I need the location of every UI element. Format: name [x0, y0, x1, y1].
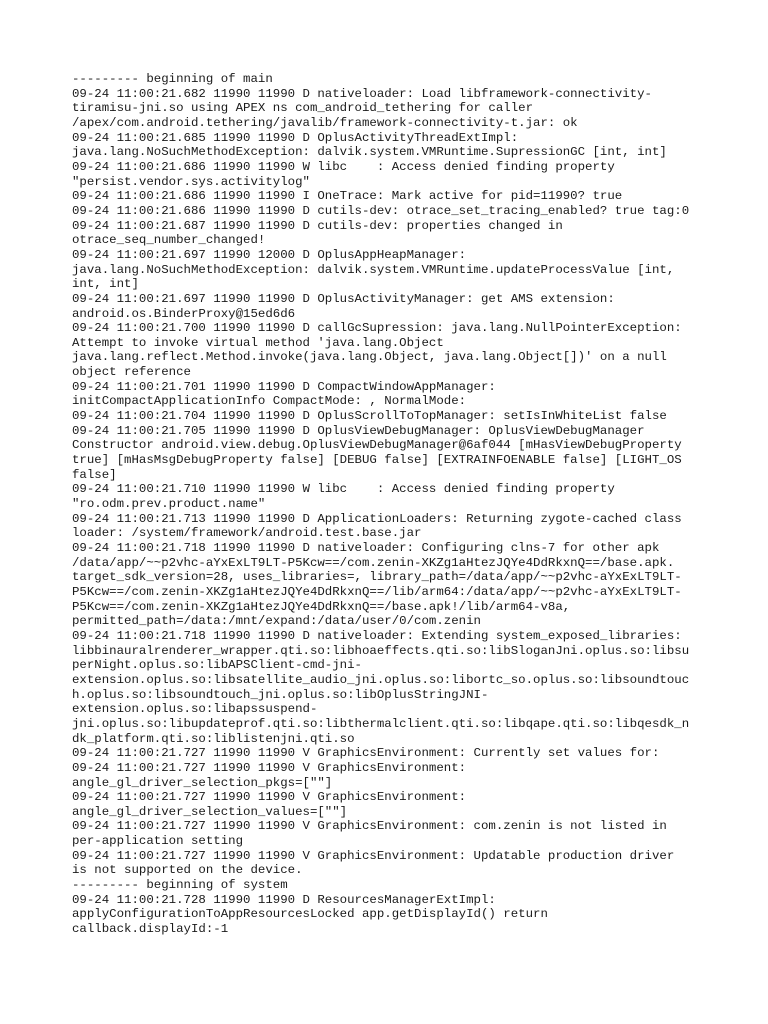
log-line: Constructor android.view.debug.OplusViewDebugManager@6af044 [mHasViewDebugProperty: [72, 438, 682, 453]
log-line: 09-24 11:00:21.718 11990 11990 D nativeloader: Extending system_exposed_libraries:: [72, 628, 682, 643]
log-line: "ro.odm.prev.product.name": [72, 497, 266, 512]
log-line: angle_gl_driver_selection_pkgs=[""]: [72, 775, 333, 790]
log-line: /data/app/~~p2vhc-aYxExLT9LT-P5Kcw==/com.zenin-XKZg1aHtezJQYe4DdRkxnQ==/base.apk.: [72, 555, 675, 570]
log-line: 09-24 11:00:21.710 11990 11990 W libc : Access denied finding property: [72, 482, 615, 497]
log-line: h.oplus.so:libsoundtouch_jni.oplus.so:libOplusStringJNI-: [72, 687, 489, 702]
log-line: /apex/com.android.tethering/javalib/framework-connectivity-t.jar: ok: [72, 115, 578, 130]
log-line: 09-24 11:00:21.727 11990 11990 V GraphicsEnvironment: Currently set values for:: [72, 746, 660, 761]
log-line: true] [mHasMsgDebugProperty false] [DEBUG false] [EXTRAINFOENABLE false] [LIGHT_OS: [72, 453, 682, 468]
log-line: 09-24 11:00:21.697 11990 12000 D OplusAppHeapManager:: [72, 247, 467, 262]
log-line: 09-24 11:00:21.727 11990 11990 V GraphicsEnvironment:: [72, 760, 467, 775]
log-line: target_sdk_version=28, uses_libraries=, library_path=/data/app/~~p2vhc-aYxExLT9LT-: [72, 570, 682, 585]
log-line: "persist.vendor.sys.activitylog": [72, 174, 310, 189]
log-line: 09-24 11:00:21.700 11990 11990 D callGcSupression: java.lang.NullPointerException:: [72, 321, 682, 336]
log-line: 09-24 11:00:21.705 11990 11990 D OplusViewDebugManager: OplusViewDebugManager: [72, 423, 645, 438]
log-line: java.lang.NoSuchMethodException: dalvik.system.VMRuntime.updateProcessValue [int,: [72, 262, 675, 277]
log-line: java.lang.NoSuchMethodException: dalvik.system.VMRuntime.SupressionGC [int, int]: [72, 145, 667, 160]
log-line: 09-24 11:00:21.687 11990 11990 D cutils-dev: properties changed in: [72, 218, 563, 233]
log-line: P5Kcw==/com.zenin-XKZg1aHtezJQYe4DdRkxnQ==/base.apk!/lib/arm64-v8a,: [72, 599, 571, 614]
log-line: 09-24 11:00:21.727 11990 11990 V GraphicsEnvironment: Updatable production driver: [72, 848, 675, 863]
log-line: perNight.oplus.so:libAPSClient-cmd-jni-: [72, 658, 362, 673]
log-line: tiramisu-jni.so using APEX ns com_android_tethering for caller: [72, 101, 534, 116]
log-line: 09-24 11:00:21.704 11990 11990 D OplusScrollToTopManager: setIsInWhiteList false: [72, 409, 667, 424]
log-line: 09-24 11:00:21.718 11990 11990 D nativeloader: Configuring clns-7 for other apk: [72, 541, 660, 555]
log-line: object reference: [72, 365, 191, 380]
log-line: permitted_path=/data:/mnt/expand:/data/user/0/com.zenin: [72, 614, 481, 629]
log-line: extension.oplus.so:libapssuspend-: [72, 702, 318, 717]
log-document: [72, 72, 702, 937]
log-line: jni.oplus.so:libupdateprof.qti.so:libthermalclient.qti.so:libqape.qti.so:libqesdk_n: [72, 716, 690, 731]
log-line: initCompactApplicationInfo CompactMode: , NormalMode:: [72, 394, 467, 409]
log-line: otrace_seq_number_changed!: [72, 233, 266, 248]
log-line: int, int]: [72, 277, 139, 292]
log-line: false]: [72, 467, 117, 482]
log-line: 09-24 11:00:21.685 11990 11990 D OplusActivityThreadExtImpl:: [72, 130, 519, 145]
log-line: loader: /system/framework/android.test.base.jar: [72, 526, 422, 541]
log-line: 09-24 11:00:21.697 11990 11990 D OplusActivityManager: get AMS extension:: [72, 291, 615, 306]
log-line: P5Kcw==/com.zenin-XKZg1aHtezJQYe4DdRkxnQ==/lib/arm64:/data/app/~~p2vhc-aYxExLT9LT-: [72, 584, 682, 599]
log-line: per-application setting: [72, 834, 244, 849]
log-line: Attempt to invoke virtual method 'java.lang.Object: [72, 335, 444, 350]
log-line: --------- beginning of main: [72, 72, 273, 86]
log-line: dk_platform.qti.so:liblistenjni.qti.so: [72, 731, 355, 746]
log-line: 09-24 11:00:21.713 11990 11990 D ApplicationLoaders: Returning zygote-cached class: [72, 511, 682, 526]
log-line: 09-24 11:00:21.727 11990 11990 V GraphicsEnvironment: com.zenin is not listed in: [72, 819, 667, 834]
log-line: libbinauralrenderer_wrapper.qti.so:libhoaeffects.qti.so:libSloganJni.oplus.so:libsu: [72, 643, 690, 658]
log-line: 09-24 11:00:21.727 11990 11990 V GraphicsEnvironment:: [72, 790, 467, 805]
log-line: callback.displayId:-1: [72, 922, 229, 937]
log-line: is not supported on the device.: [72, 863, 303, 878]
log-line: --------- beginning of system: [72, 878, 288, 893]
log-line: 09-24 11:00:21.728 11990 11990 D ResourcesManagerExtImpl:: [72, 892, 496, 907]
log-line: 09-24 11:00:21.682 11990 11990 D nativeloader: Load libframework-connectivity-: [72, 86, 652, 101]
log-line: angle_gl_driver_selection_values=[""]: [72, 804, 348, 819]
log-line: applyConfigurationToAppResourcesLocked app.getDisplayId() return: [72, 907, 548, 922]
log-line: 09-24 11:00:21.686 11990 11990 W libc : Access denied finding property: [72, 159, 615, 174]
log-line: extension.oplus.so:libsatellite_audio_jni.oplus.so:libortc_so.oplus.so:libsoundtouc: [72, 672, 690, 687]
log-line: 09-24 11:00:21.701 11990 11990 D CompactWindowAppManager:: [72, 379, 496, 394]
log-line: android.os.BinderProxy@15ed6d6: [72, 306, 296, 321]
log-line: 09-24 11:00:21.686 11990 11990 I OneTrace: Mark active for pid=11990? true: [72, 189, 623, 204]
log-line: java.lang.reflect.Method.invoke(java.lang.Object, java.lang.Object[])' on a null: [72, 350, 667, 365]
log-line: 09-24 11:00:21.686 11990 11990 D cutils-dev: otrace_set_tracing_enabled? true tag:0: [72, 203, 690, 218]
